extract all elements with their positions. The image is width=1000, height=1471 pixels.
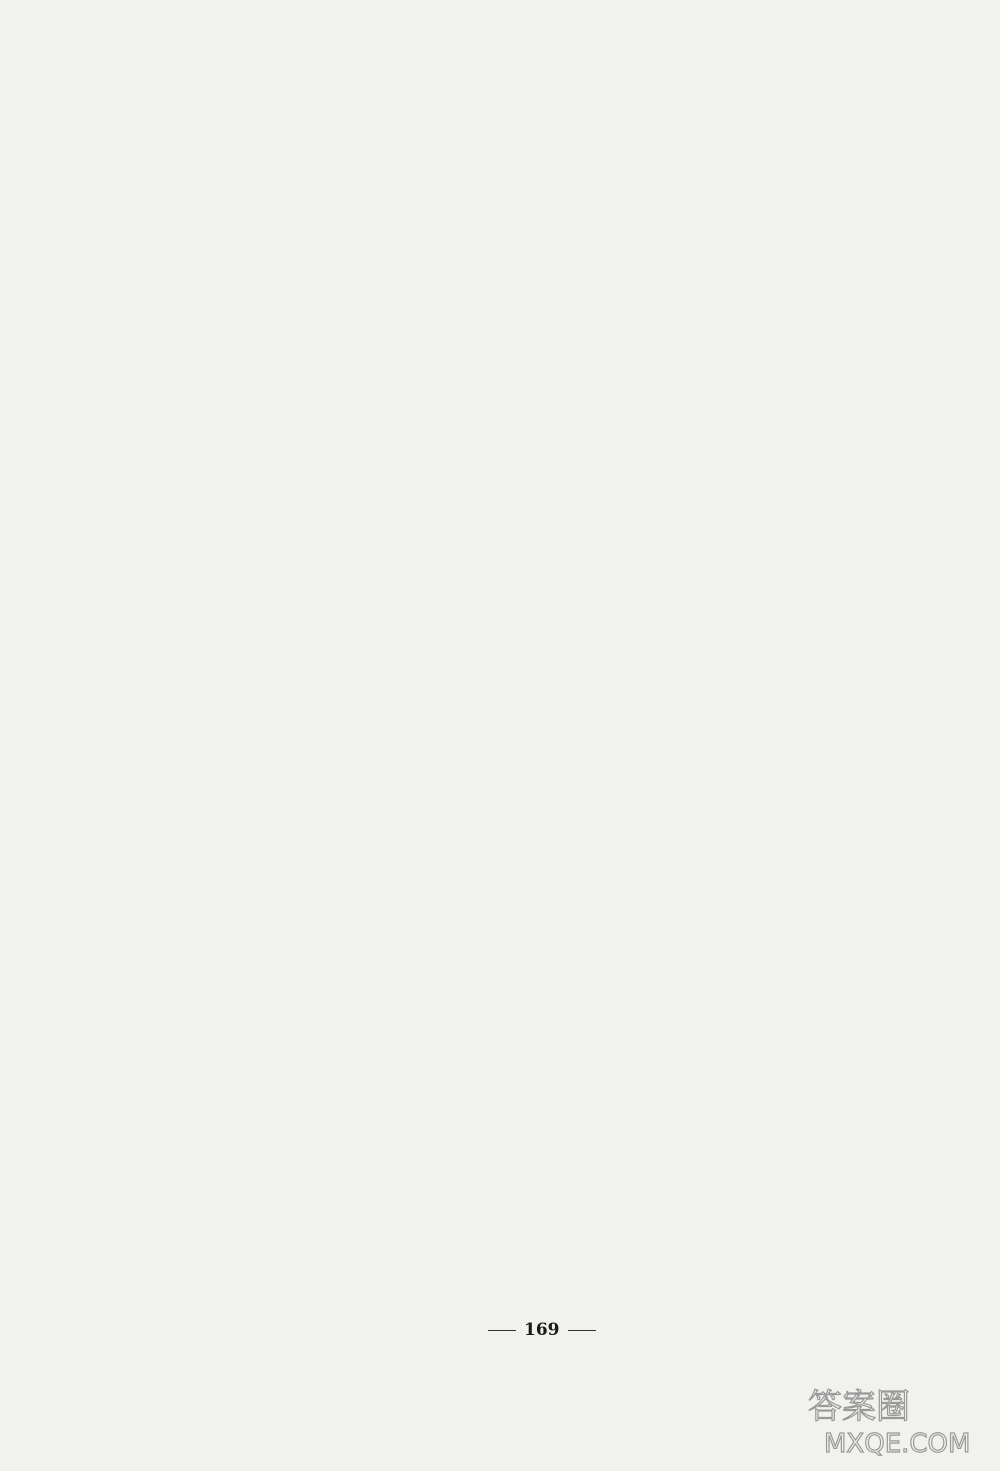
page-number: 169 — [480, 1320, 604, 1340]
watermark-text: 答案圈 — [808, 1387, 910, 1427]
watermark-url: MXQE.COM — [824, 1429, 971, 1459]
watermark-logo — [800, 1382, 980, 1462]
